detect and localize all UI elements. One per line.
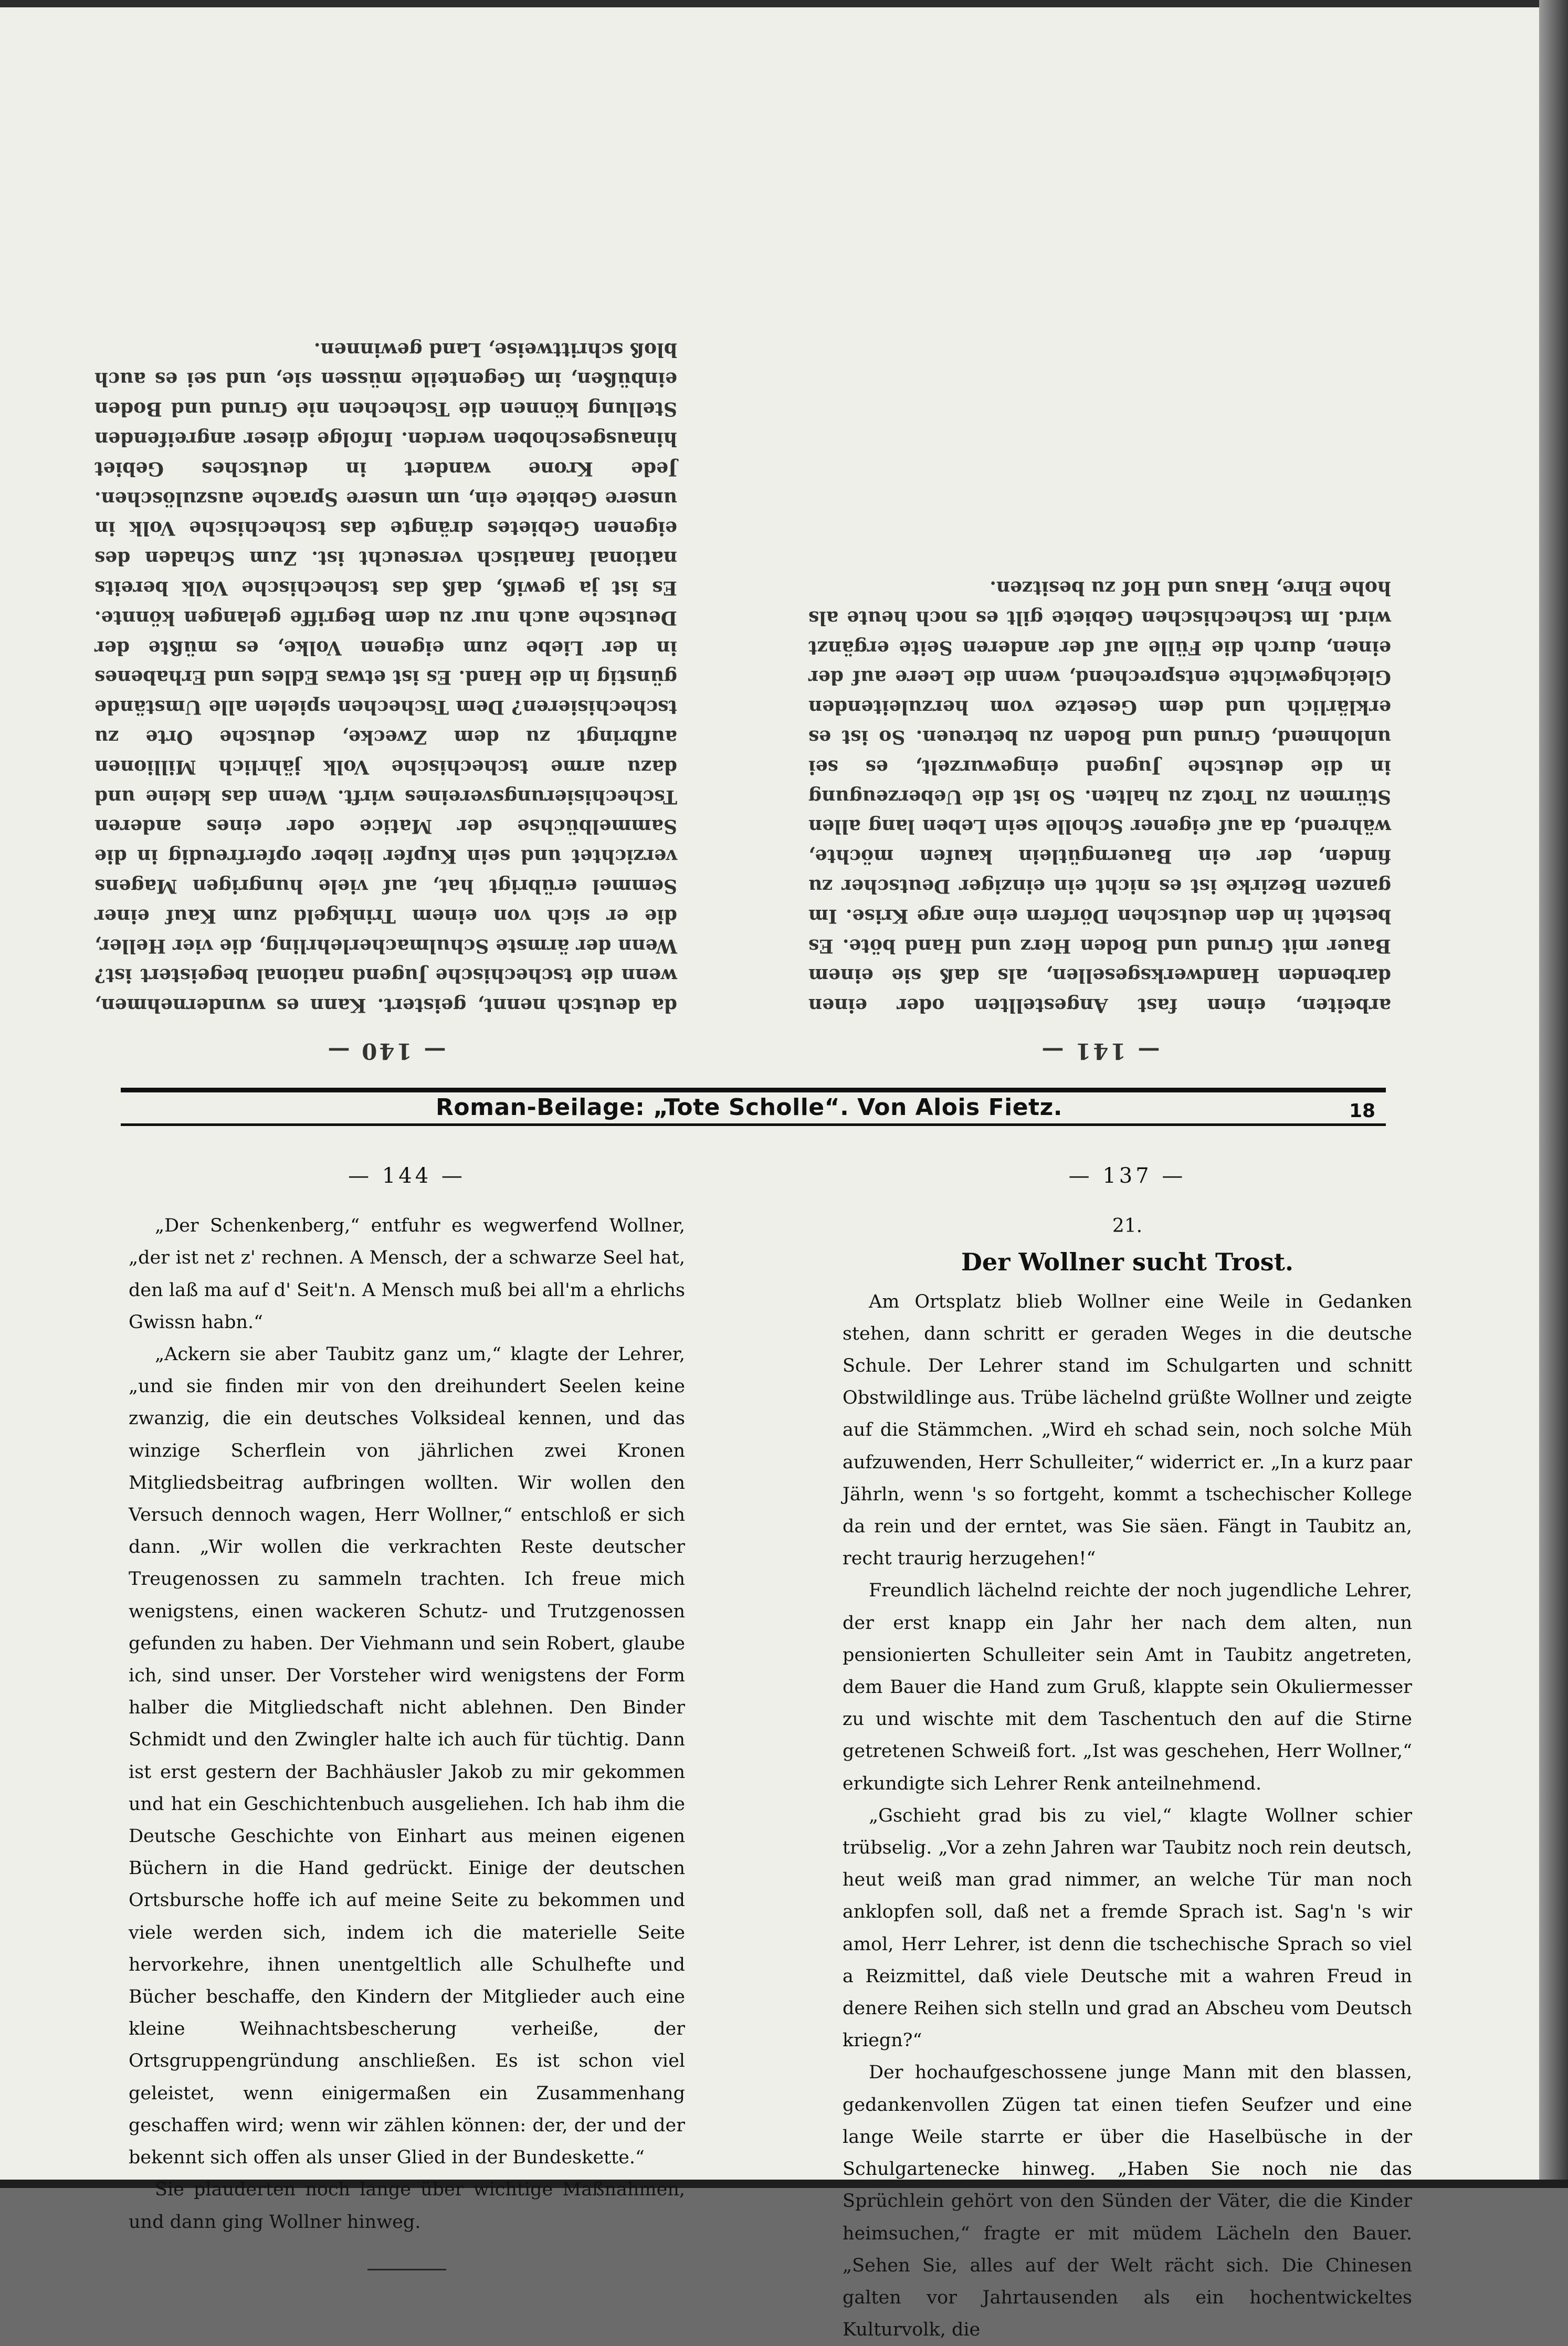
paragraph: „Der Schenkenberg,“ entfuhr es wegwerfend Wollner, „der ist net z' rechnen. A Mensch, der a schwarze Seel hat, den laß ma auf d' Seit'n. A Mensch muß bei all'm a ehrlichs Gwissn habn.“ (129, 1215, 685, 1333)
scan-border-top (0, 0, 1568, 7)
sheet-number: 18 (1349, 1100, 1376, 1122)
scan-border-right (1539, 0, 1568, 2188)
page-137-column (843, 1160, 1412, 2346)
inverted-page-number: — 141 — (1039, 1038, 1160, 1064)
inverted-column-140 (94, 110, 677, 1066)
paragraph: „Ackern sie aber Taubitz ganz um,“ klagte der Lehrer, „und sie finden mir von den dreihundert Seelen keine zwanzig, die ein deutsches Volksideal kennen, und das winzige Scherflein von jährlichen zwei Kronen Mitgliedsbeitrag aufbringen wollten. Wir wollen den Versuch dennoch wagen, Herr Wollner,“ entschloß er sich dann. „Wir wollen die verkrachten Reste deutscher Treugenossen zu sammeln trachten. Ich freue mich wenigstens, einen wackeren Schutz- und Trutzgenossen gefunden zu haben. Der Viehmann und sein Robert, glaube ich, sind unser. Der Vorsteher wird wenigstens der Form halber die Mitgliedschaft nicht ablehnen. Den Binder Schmidt und den Zwingler halte ich auch für tüchtig. Dann ist erst gestern der Bachhäusler Jakob zu mir gekommen und hat ein Geschichtenbuch ausgeliehen. Ich hab ihm die Deutsche Geschichte von Einhart aus meinen eigenen Büchern in die Hand gedrückt. Einige der deutschen Ortsbursche hoffe ich auf meine Seite zu bekommen und viele werden sich, indem ich die materielle Seite hervorkehre, ihnen unentgeltlich alle Schulhefte und Bücher beschaffe, den Kindern der Mitglieder auch eine kleine Weihnachtsbescherung verheiße, der Ortsgruppengründung anschließen. Es ist schon viel geleistet, wenn einigermaßen ein Zusammenhang geschaffen wird; wenn wir zählen können: der, der und der bekennt sich offen als unser Glied in der Bundeskette.“ (129, 1344, 685, 2169)
supplement-title: Roman-Beilage: „Tote Scholle“. Von Alois Fietz. (436, 1094, 1062, 1121)
inverted-column-text: da deutsch nennt, geistert. Kann es wundernehmen, wenn die tschechische Jugend national begeistert ist? Wenn der ärmste Schulmacherlehrling, die vier Heller, die er sich von einem Trinkgeld zum Kauf einer Semmel erübrigt hat, auf viele hungrigen Magens verzichtet und sein Kupfer lieber opferfreudig in die Sammelbüchse der Matice oder eines anderen Tschechisierungsvereines wirft. Wenn das kleine und dazu arme tschechische Volk jährlich Millionen aufbringt zu dem Zwecke, deutsche Orte zu tschechisieren? Dem Tschechen spielen alle Umstände günstig in die Hand. Es ist etwas Edles und Erhabenes in der Liebe zum eigenen Volke, es müßte der Deutsche auch nur zu dem Begriffe gelangen könnte. Es ist ja gewiß, daß das tschechische Volk bereits national fanatisch verseucht ist. Zum Schaden des eigenen Gebietes drängte das tschechische Volk in unsere Gebiete ein, um unsere Sprache auszulöschen. Jede Krone wandert in deutsches Gebiet hinausgeschoben werden. Infolge dieser angreifenden Stellung können die Tschechen nie Grund und Boden einbüßen, im Gegenteile müssen sie, und sei es auch bloß schrittweise, Land gewinnen. (94, 338, 677, 1017)
inverted-upper-half (94, 110, 1391, 1066)
page-number: — 137 — (1068, 1164, 1186, 1188)
header-rule-top (121, 1088, 1386, 1092)
inverted-column-text: arbeiten, einen fast Angestellten oder einen darbenden Handwerksgesellen, als daß sie einem Bauer mit Grund und Boden Herz und Hand böte. Es besteht in den deutschen Dörfern eine arge Krise. Im ganzen Bezirke ist es nicht ein einziger Deutscher zu finden, der ein Bauerngütlein kaufen möchte, während, da auf eigener Scholle sein Leben lang allen Stürmen zu Trotz zu halten. So ist die Ueberzeugung in die deutsche Jugend eingewurzelt, es sei unlohnend, Grund und Boden zu betreuen. So ist es erklärlich und dem Gesetze vom herzuleitenden Gleichgewichte entsprechend, wenn die Leere auf der einen, durch die Fülle auf der anderen Seite ergänzt wird. Im tschechischen Gebiete gilt es noch heute als hohe Ehre, Haus und Hof zu besitzen. (808, 577, 1391, 1017)
paragraph: Freundlich lächelnd reichte der noch jugendliche Lehrer, der erst knapp ein Jahr her nach dem alten, nun pensionierten Schulleiter sein Amt in Taubitz angetreten, dem Bauer die Hand zum Gruß, klappte sein Okuliermesser zu und wischte mit dem Taschentuch den auf die Stirne getretenen Schweiß fort. „Ist was geschehen, Herr Wollner,“ erkundigte sich Lehrer Renk anteilnehmend. (843, 1580, 1412, 1794)
paragraph: Sie plauderten noch lange über wichtige Maßnahmen, und dann ging Wollner hinweg. (129, 2179, 685, 2233)
header-rule-bottom (121, 1123, 1386, 1126)
chapter-number: 21. (1112, 1215, 1143, 1237)
page-number: — 144 — (348, 1164, 466, 1188)
chapter-title: Der Wollner sucht Trost. (961, 1248, 1293, 1277)
paragraph: Am Ortsplatz blieb Wollner eine Weile in Gedanken stehen, dann schritt er geraden Weges in die deutsche Schule. Der Lehrer stand im Schulgarten und schnitt Obstwildlinge aus. Trübe lächelnd grüßte Wollner und zeigte auf die Stämmchen. „Wird eh schad sein, noch solche Müh aufzuwenden, Herr Schulleiter,“ widerrict er. „In a kurz paar Jährln, wenn 's so fortgeht, kommt a tschechischer Kollege da rein und der erntet, was Sie säen. Fängt in Taubitz an, recht traurig herzugehen!“ (843, 1291, 1412, 1570)
inverted-page-number: — 140 — (325, 1038, 446, 1064)
paragraph: Der hochaufgeschossene junge Mann mit den blassen, gedankenvollen Zügen tat einen tiefen Seufzer und eine lange Weile starrte er über die Haselbüsche in der Schulgartenecke hinweg. „Haben Sie noch nie das Sprüchlein gehört von den Sünden der Väter, die die Kinder heimsuchen,“ fragte er mit müdem Lächeln den Bauer. „Sehen Sie, alles auf der Welt rächt sich. Die Chinesen galten vor Jahrtausenden als ein hochentwickeltes Kulturvolk, die (843, 2062, 1412, 2341)
page-144-column (129, 1160, 685, 2270)
inverted-column-141 (808, 110, 1391, 1066)
section-end-rule (367, 2269, 446, 2270)
paragraph: „Gschieht grad bis zu viel,“ klagte Wollner schier trübselig. „Vor a zehn Jahren war Taubitz noch rein deutsch, heut weiß man grad nimmer, an welche Tür man noch anklopfen soll, daß net a fremde Sprach ist. Sag'n 's wir amol, Herr Lehrer, ist denn die tschechische Sprach so viel a Reizmittel, daß viele Deutsche mit a wahren Freud in denere Reihen sich stelln und grad an Abscheu vom Deutsch kriegn?“ (843, 1805, 1412, 2052)
